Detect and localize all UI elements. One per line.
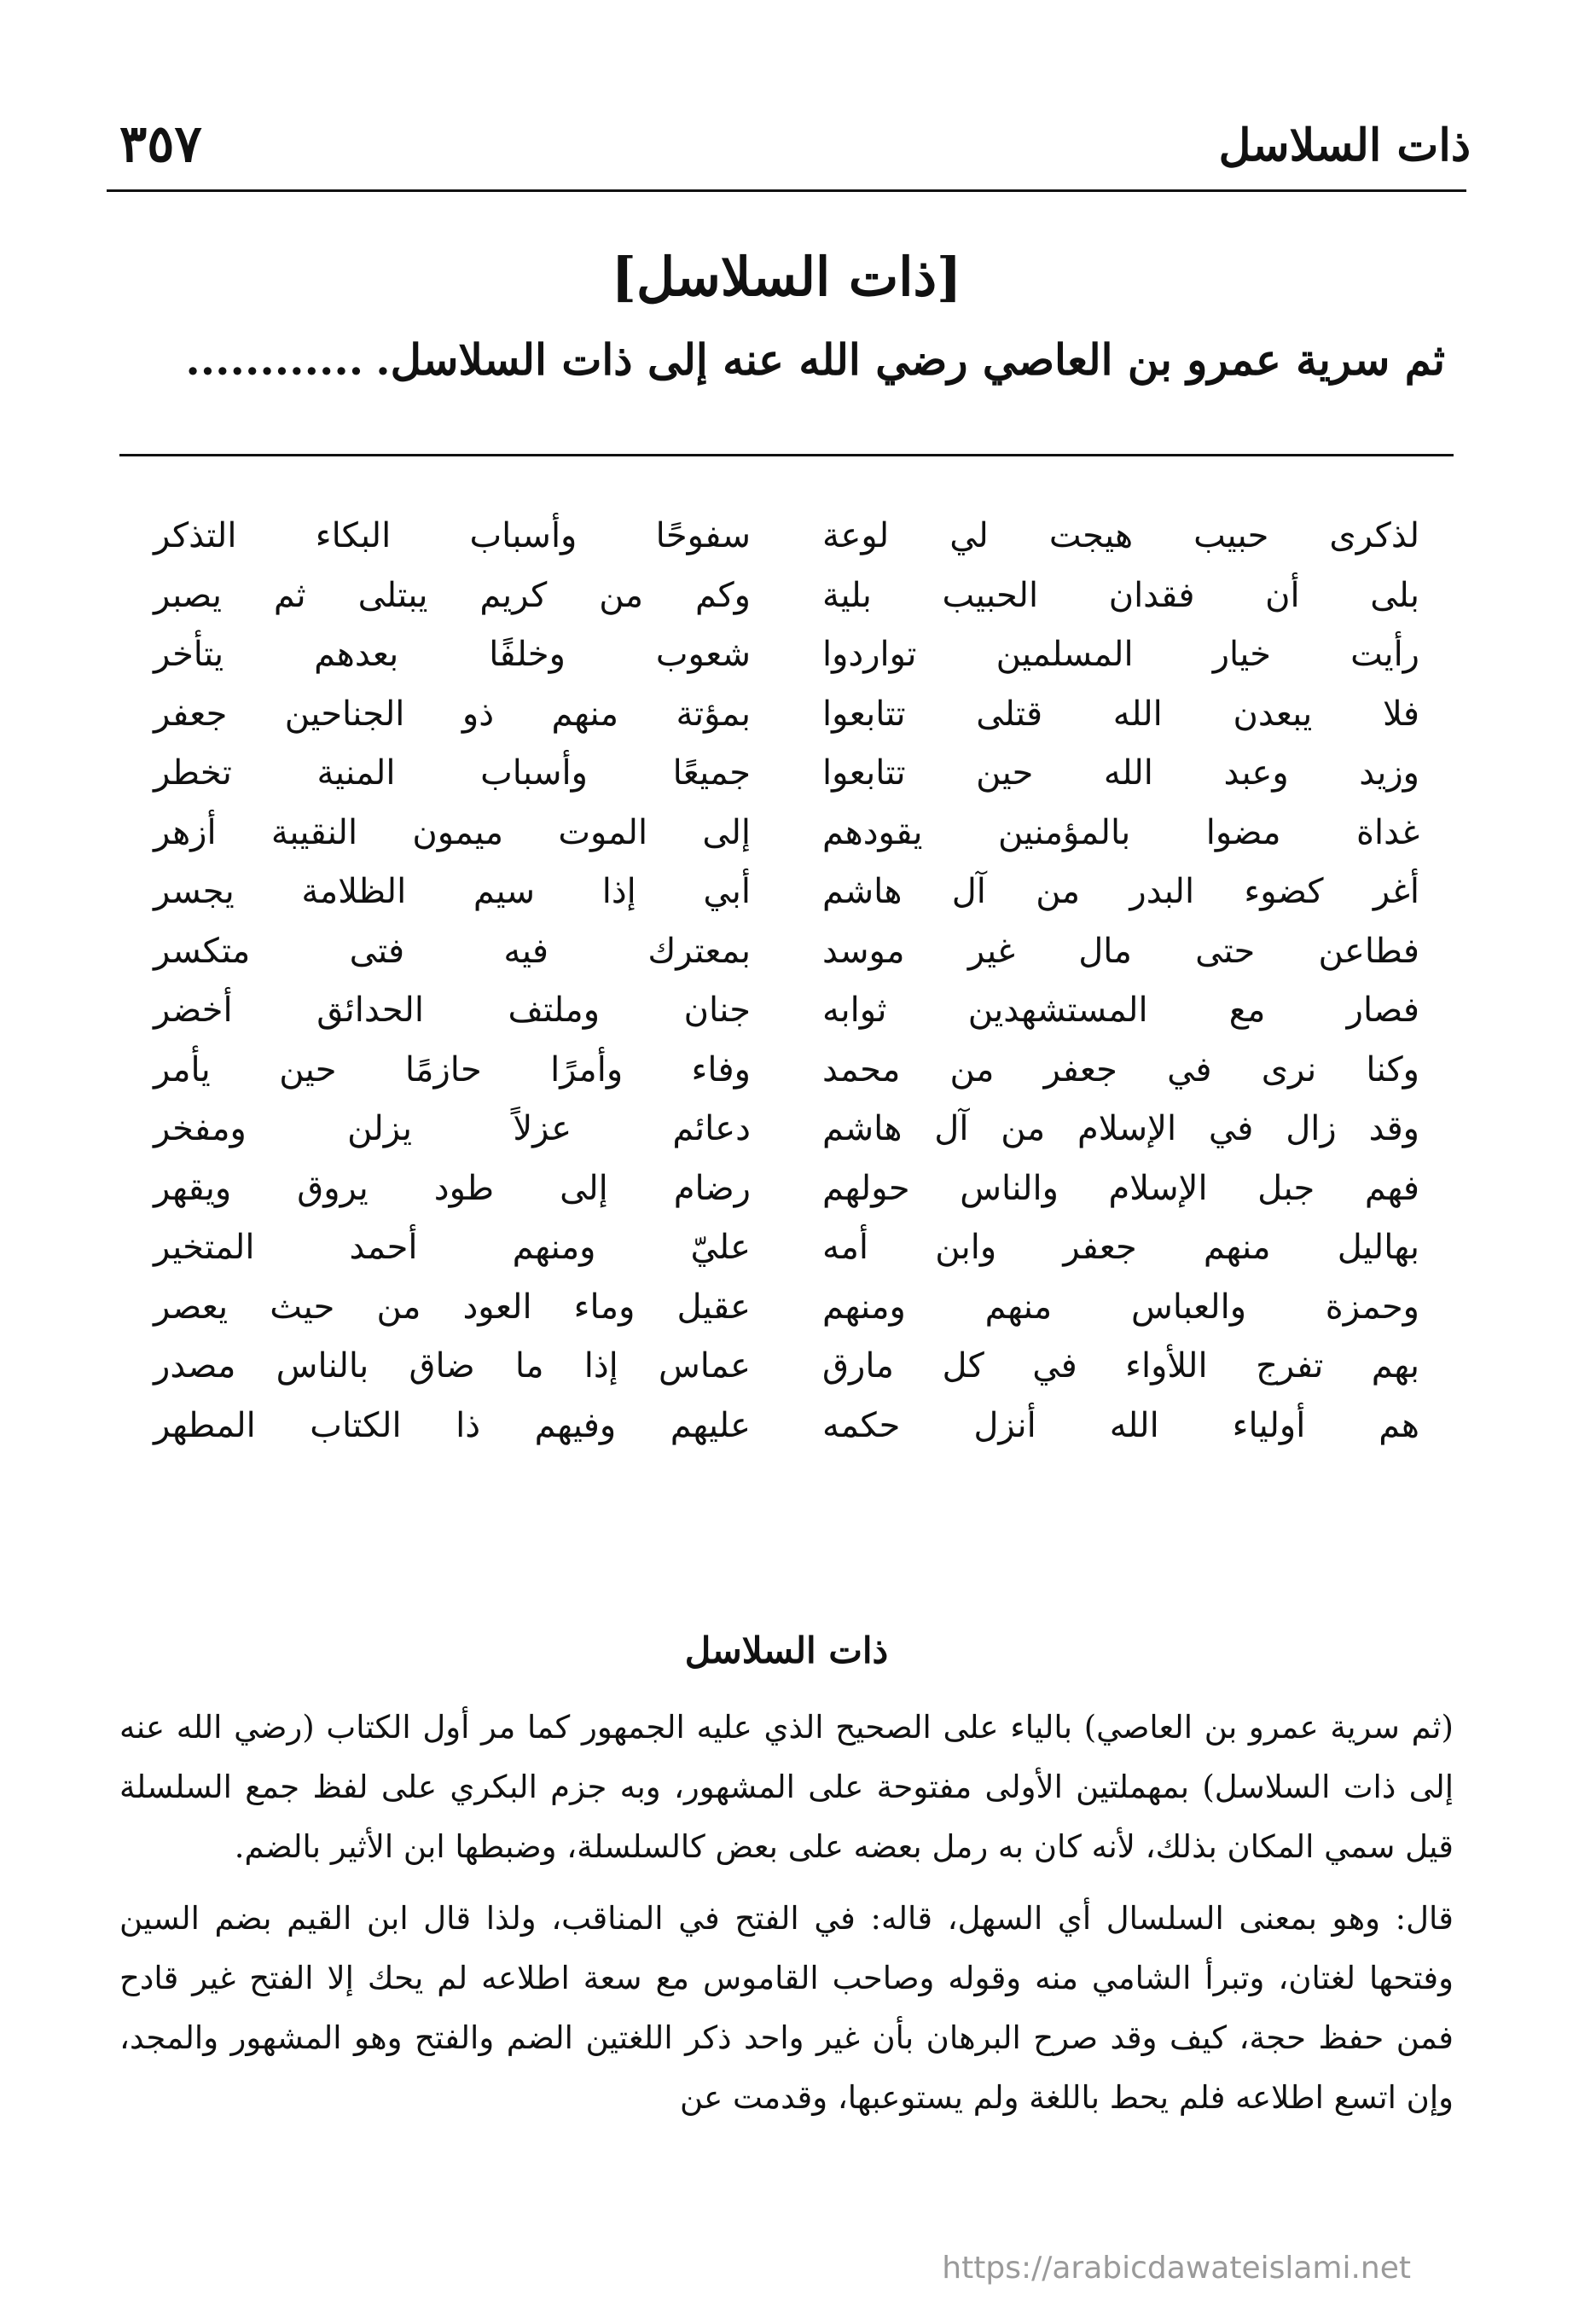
verse-first-hemistich: وزيد وعبد الله حين تتابعوا [822,753,1419,793]
commentary-heading: ذات السلاسل [684,1630,889,1671]
poem-verse [154,1103,1419,1163]
poem-verse [154,570,1419,630]
watermark: https://arabicdawateislami.net [942,2251,1411,2286]
verse-second-hemistich: وفاء وأمرًا حازمًا حين يأمر [154,1049,751,1089]
poem [154,510,1419,1459]
verse-second-hemistich: جنان وملتف الحدائق أخضر [154,991,751,1030]
verse-second-hemistich: عليهم وفيهم ذا الكتاب المطهر [154,1405,751,1445]
running-header [102,111,1471,179]
verse-first-hemistich: لذكرى حبيب هيجت لي لوعة [822,516,1419,555]
verse-second-hemistich: جميعًا وأسباب المنية تخطر [154,753,751,793]
poem-verse [154,747,1419,807]
poem-verse [154,807,1419,867]
verse-first-hemistich: بهاليل منهم جعفر وابن أمه [822,1228,1419,1267]
verse-second-hemistich: بمؤتة منهم ذو الجناحين جعفر [154,694,751,734]
verse-first-hemistich: وقد زال في الإسلام من آل هاشم [822,1109,1419,1148]
verse-first-hemistich: فلا يبعدن الله قتلى تتابعوا [822,694,1419,734]
chapter-intro [128,334,1445,385]
verse-first-hemistich: هم أولياء الله أنزل حكمه [822,1405,1419,1445]
verse-first-hemistich: وكنا نرى في جعفر من محمد [822,1049,1419,1089]
poem-verse [154,926,1419,985]
verse-second-hemistich: أبي إذا سيم الظلامة يجسر [154,872,751,911]
verse-first-hemistich: فطاعن حتى مال غير موسد [822,931,1419,971]
verse-second-hemistich: رضام إلى طود يروق ويقهر [154,1168,751,1208]
verse-second-hemistich: وكم من كريم يبتلى ثم يصبر [154,575,751,615]
verse-second-hemistich: سفوحًا وأسباب البكاء التذكر [154,516,751,555]
poem-verse [154,1281,1419,1341]
verse-first-hemistich: بهم تفرج اللأواء في كل مارق [822,1346,1419,1386]
verse-second-hemistich: بمعترك فيه فتى متكسر [154,931,751,971]
verse-second-hemistich: دعائم عزلاً يزلن ومفخر [154,1109,751,1148]
chapter-title: [ذات السلاسل] [611,246,962,308]
verse-second-hemistich: إلى الموت ميمون النقيبة أزهر [154,812,751,852]
verse-second-hemistich: عقيل وماء العود من حيث يعصر [154,1287,751,1327]
poem-verse [154,629,1419,688]
poem-verse [154,1163,1419,1223]
poem-verse [154,510,1419,570]
commentary-paragraph: (ثم سرية عمرو بن العاصي) بالياء على الصحيح الذي عليه الجمهور كما مر أول الكتاب (رضي الله عنه إلى ذات السلاسل) بمهملتين الأولى مفتوحة على المشهور، وبه جزم البكري على لفظ جمع السلسلة قيل سمي المكان بذلك، لأنه كان به رمل بعضه على بعض كالسلسلة، وضبطها ابن الأثير بالضم. [119,1709,1454,1865]
poem-verse [154,1400,1419,1460]
verse-second-hemistich: شعوب وخلفًا بعدهم يتأخر [154,635,751,674]
running-title: ذات السلاسل [1218,119,1471,171]
verse-first-hemistich: وحمزة والعباس منهم ومنهم [822,1287,1419,1327]
section-rule [119,454,1454,456]
verse-first-hemistich: فهم جبل الإسلام والناس حولهم [822,1168,1419,1208]
poem-verse [154,1222,1419,1281]
poem-verse [154,688,1419,748]
commentary-body [119,1698,1454,2128]
verse-second-hemistich: عليّ ومنهم أحمد المتخير [154,1228,751,1267]
verse-first-hemistich: بلى أن فقدان الحبيب بلية [822,575,1419,615]
verse-first-hemistich: غداة مضوا بالمؤمنين يقودهم [822,812,1419,852]
verse-first-hemistich: رأيت خيار المسلمين تواردوا [822,635,1419,674]
intro-text: ثم سرية عمرو بن العاصي رضي الله عنه إلى ذات السلاسل. [375,334,1445,385]
verse-second-hemistich: عماس إذا ما ضاق بالناس مصدر [154,1346,751,1386]
poem-verse [154,866,1419,926]
page-number: ٣٥٧ [119,114,202,174]
poem-verse [154,985,1419,1044]
verse-first-hemistich: فصار مع المستشهدين ثوابه [822,991,1419,1030]
intro-dots: ............ [185,334,364,385]
verse-first-hemistich: أغر كضوء البدر من آل هاشم [822,872,1419,911]
header-rule [107,189,1466,192]
poem-verse [154,1044,1419,1104]
commentary-paragraph: قال: وهو بمعنى السلسال أي السهل، قاله: في الفتح في المناقب، ولذا قال ابن القيم بضم السين وفتحها لغتان، وتبرأ الشامي منه وقوله وصاحب القاموس مع سعة اطلاعه لم يحك إلا الفتح غير قادح فمن حفظ حجة، كيف وقد صرح البرهان بأن غير واحد ذكر اللغتين الضم والفتح وهو المشهور والمجد، وإن اتسع اطلاعه فلم يحط باللغة ولم يستوعبها، وقدمت عن [119,1900,1454,2116]
poem-verse [154,1340,1419,1400]
